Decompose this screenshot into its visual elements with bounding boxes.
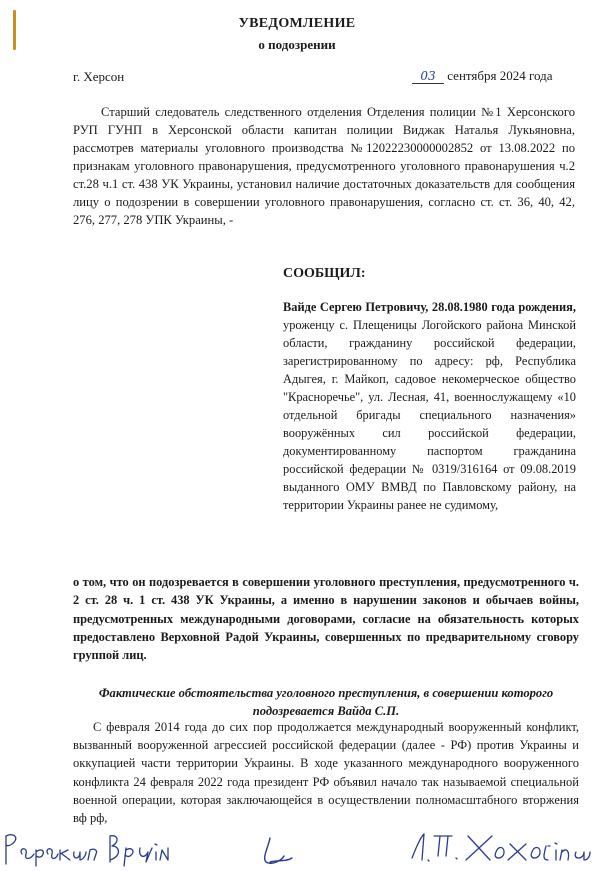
suspect-info: уроженцу с. Плещеницы Логойского района Минской области, гражданину российской федерации, зарегистрированному по адресу: рф, Республика Адыгея, г. Майкоп, садовое некомерческое общество "Красноречье", ул. Лесная, 41, военнослужащему «10 отдельной бригады специального назначения» вооружённых сил российской федерации, документированному паспортом гражданина российской федерации № 0319/316164 от 09.08.2019 выданного ОМУ ВМВД по Павловскому району, на территории Украины ранее не судимому,	[283, 318, 576, 512]
date-line	[412, 68, 553, 84]
suspicion-paragraph: о том, что он подозревается в совершении уголовного преступления, предусмотренного ч. 2 ст. 28 ч. 1 ст. 438 УК Украины, а именно в нарушении законов и обычаев войны, предусмотренных международными договорами, согласие на обязательность которых предоставлено Верховной Радой Украины, совершенных по предварительному сговору группой лиц.	[73, 575, 579, 663]
suspect-details	[283, 298, 576, 514]
document-subtitle: о подозрении	[258, 37, 336, 52]
facts-paragraph: С февраля 2014 года до сих пор продолжается международный вооруженный конфликт, вызванный вооруженной агрессией российской федерации (далее - РФ) против Украины и оккупацией части территории Украины. В ходе указанного международного вооруженного конфликта 24 февраля 2022 года президент РФ объявил начало так называемой специальной военной операции, которая заключающейся в осуществлении полномасштабного вторжения вф рф,	[73, 720, 579, 826]
handwritten-signatures	[0, 826, 594, 871]
reported-heading: СООБЩИЛ:	[283, 266, 366, 281]
translation-verified-handwriting	[6, 835, 168, 866]
place-label: г. Херсон	[73, 69, 125, 84]
intro-paragraph: Старший следователь следственного отделения Отделения полиции №1 Херсонского РУП ГУНП в Херсонской области капитан полиции Виджак Наталья Лукьяновна, рассмотрев материалы уголовного производства №12022230000002852 от 13.08.2022 по признакам уголовного правонарушения, предусмотренного уголовного правонарушения ч.2 ст.28 ч.1 ст. 438 УК Украины, установил наличие достаточных доказательств для сообщения лицу о подозрении в совершении уголовного правонарушения, согласно ст. ст. 36, 40, 42, 276, 277, 278 УПК Украины, -	[73, 105, 575, 227]
date-rest: сентября 2024 года	[447, 68, 553, 83]
handwritten-day: 03	[412, 69, 444, 84]
translator-name-handwriting	[412, 834, 590, 861]
signature-strip	[0, 826, 594, 871]
facts-heading: Фактические обстоятельства уголовного преступления, в совершении которого подозревается Вайда С.П.	[98, 686, 554, 718]
suspect-name: Вайде Сергею Петровичу, 28.08.1980 года рождения,	[283, 300, 576, 314]
middle-signature	[265, 838, 292, 863]
document-title: УВЕДОМЛЕНИЕ	[238, 16, 356, 31]
